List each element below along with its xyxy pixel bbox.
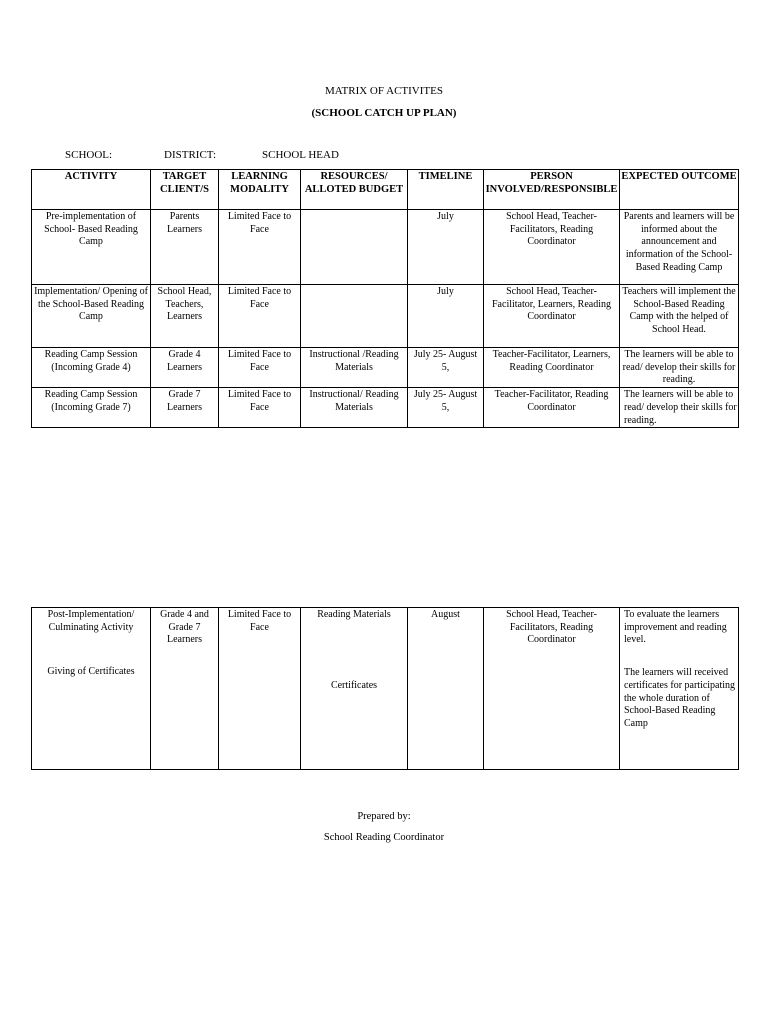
cell-activity: Implementation/ Opening of the School-Based Reading Camp (32, 285, 151, 348)
cell-persons: School Head, Teacher-Facilitator, Learners, Reading Coordinator (484, 285, 620, 348)
table-row (32, 285, 739, 348)
cell-target: School Head, Teachers, Learners (151, 285, 219, 348)
cell-persons: Teacher-Facilitator, Reading Coordinator (484, 388, 620, 428)
cell-modality: Limited Face to Face (219, 210, 301, 285)
cell-timeline: July 25- August 5, (408, 388, 484, 428)
school-head-label: SCHOOL HEAD (262, 149, 339, 161)
header-target-clients: TARGET CLIENT/S (151, 170, 219, 210)
activity-post-implementation: Post-Implementation/ Culminating Activity (47, 609, 135, 633)
cell-timeline: July (408, 285, 484, 348)
table-header-row (32, 170, 739, 210)
cell-persons: School Head, Teacher-Facilitators, Reading Coordinator (484, 210, 620, 285)
cell-resources (301, 285, 408, 348)
cell-outcome (620, 608, 739, 770)
cell-modality: Limited Face to Face (219, 388, 301, 428)
cell-outcome: The learners will be able to read/ develop their skills for reading. (620, 348, 739, 388)
cell-activity (32, 608, 151, 770)
cell-timeline: July (408, 210, 484, 285)
table-row (32, 608, 739, 770)
document-title: MATRIX OF ACTIVITES (325, 85, 443, 97)
outcome-certificates: The learners will received certificates for participating the whole duration of School-Based Reading Camp (624, 667, 736, 729)
header-learning-modality: LEARNING MODALITY (219, 170, 301, 210)
cell-target: Parents Learners (151, 210, 219, 285)
cell-resources (301, 608, 408, 770)
cell-outcome: Teachers will implement the School-Based Reading Camp with the helped of School Head. (620, 285, 739, 348)
header-persons-involved: PERSON INVOLVED/RESPONSIBLE (484, 170, 620, 210)
cell-activity: Reading Camp Session (Incoming Grade 4) (32, 348, 151, 388)
activities-table (31, 169, 739, 428)
cell-resources (301, 210, 408, 285)
header-resources-budget: RESOURCES/ ALLOTED BUDGET (301, 170, 408, 210)
resources-reading-materials: Reading Materials (317, 609, 391, 620)
cell-modality: Limited Face to Face (219, 608, 301, 770)
cell-target: Grade 7 Learners (151, 388, 219, 428)
cell-target: Grade 4 and Grade 7 Learners (151, 608, 219, 770)
cell-timeline: July 25- August 5, (408, 348, 484, 388)
cell-modality: Limited Face to Face (219, 348, 301, 388)
table-row (32, 210, 739, 285)
table-row (32, 348, 739, 388)
outcome-evaluate: To evaluate the learners improvement and reading level. (624, 609, 727, 646)
resources-certificates: Certificates (330, 679, 378, 691)
table-row (32, 388, 739, 428)
cell-persons: School Head, Teacher-Facilitators, Reading Coordinator (484, 608, 620, 770)
header-expected-outcome: EXPECTED OUTCOME (620, 170, 739, 210)
cell-activity: Reading Camp Session (Incoming Grade 7) (32, 388, 151, 428)
cell-resources: Instructional /Reading Materials (301, 348, 408, 388)
school-label: SCHOOL: (65, 149, 113, 161)
cell-outcome: Parents and learners will be informed about the announcement and information of the School-Based Reading Camp (620, 210, 739, 285)
preparer-role: School Reading Coordinator (323, 832, 445, 843)
activities-table-continued (31, 607, 739, 770)
prepared-by-label: Prepared by: (357, 811, 411, 822)
activity-giving-certificates: Giving of Certificates (47, 666, 135, 678)
cell-timeline: August (408, 608, 484, 770)
cell-modality: Limited Face to Face (219, 285, 301, 348)
header-activity: ACTIVITY (32, 170, 151, 210)
district-label: DISTRICT: (164, 149, 217, 161)
cell-target: Grade 4 Learners (151, 348, 219, 388)
cell-resources: Instructional/ Reading Materials (301, 388, 408, 428)
header-timeline: TIMELINE (408, 170, 484, 210)
cell-persons: Teacher-Facilitator, Learners, Reading Coordinator (484, 348, 620, 388)
cell-activity: Pre-implementation of School- Based Reading Camp (32, 210, 151, 285)
document-subtitle: (SCHOOL CATCH UP PLAN) (311, 107, 457, 119)
cell-outcome: The learners will be able to read/ develop their skills for reading. (620, 388, 739, 428)
